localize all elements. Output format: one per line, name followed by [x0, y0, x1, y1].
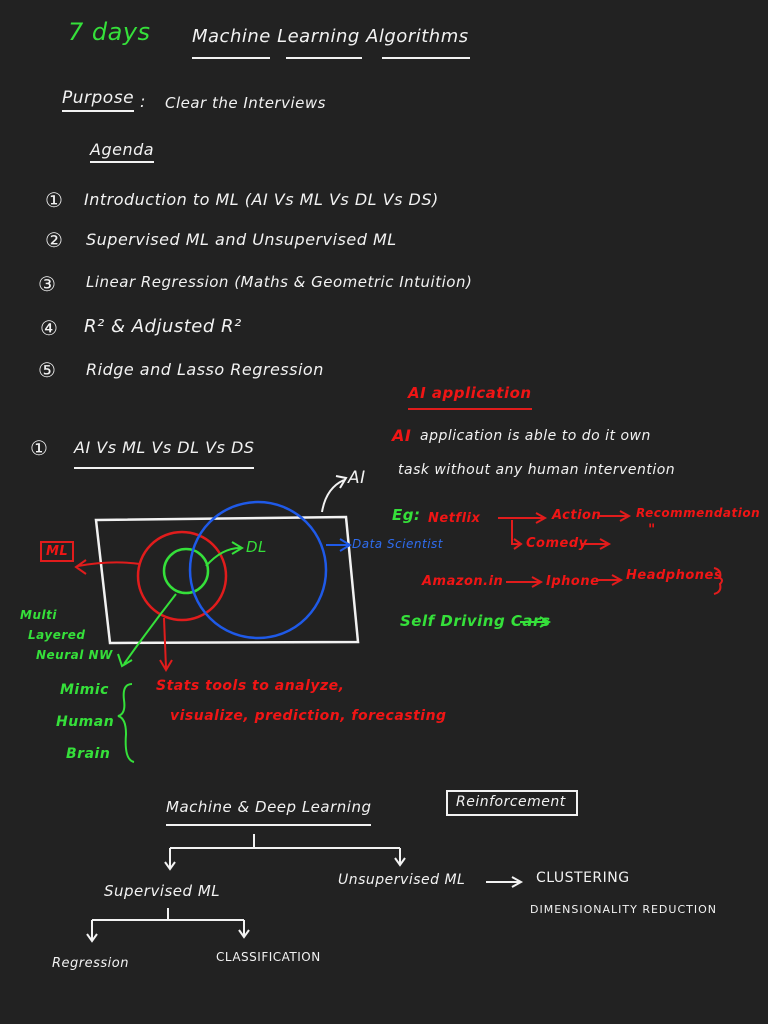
agenda-num-3: ③: [38, 272, 57, 296]
example-comedy: Comedy: [526, 536, 588, 551]
example-ditto: ": [648, 522, 656, 538]
ml-note-line1: Multi: [20, 608, 57, 622]
mimic-line2: Human: [56, 714, 115, 730]
purpose-label: Purpose: [62, 88, 134, 112]
agenda-item-4: R² & Adjusted R²: [84, 316, 242, 337]
agenda-item-5: Ridge and Lasso Regression: [86, 360, 324, 379]
ds-note-line2: visualize, prediction, forecasting: [170, 708, 447, 724]
tree-clustering: CLUSTERING: [536, 870, 630, 886]
tree-unsupervised: Unsupervised ML: [338, 872, 466, 888]
tree-regression: Regression: [52, 956, 129, 971]
example-headphones: Headphones: [626, 568, 723, 583]
mimic-line1: Mimic: [60, 682, 109, 698]
ml-note-line2: Layered: [28, 628, 86, 642]
mimic-line3: Brain: [66, 746, 111, 762]
ai-app-desc-line2: task without any human intervention: [398, 462, 676, 478]
section1-num: ①: [30, 436, 49, 460]
agenda-item-2: Supervised ML and Unsupervised ML: [86, 230, 397, 249]
agenda-item-3: Linear Regression (Maths & Geometric Intuition): [86, 273, 473, 291]
ai-app-desc-line1: application is able to do it own: [420, 428, 651, 444]
example-recommendation: Recommendation: [636, 506, 761, 520]
tree-supervised: Supervised ML: [104, 882, 221, 900]
dl-label: DL: [246, 538, 267, 556]
tree-root: Machine & Deep Learning: [166, 798, 371, 826]
ai-label: AI: [348, 468, 366, 488]
ds-label: Data Scientist: [352, 537, 443, 551]
example-netflix: Netflix: [428, 511, 481, 526]
example-iphone: Iphone: [546, 574, 600, 589]
purpose-colon: :: [140, 92, 146, 111]
purpose-text: Clear the Interviews: [165, 94, 326, 112]
title-days: 7 days: [68, 18, 151, 46]
agenda-item-1: Introduction to ML (AI Vs ML Vs DL Vs DS): [84, 190, 439, 209]
ai-app-desc-prefix: AI: [392, 426, 412, 445]
ai-app-heading: AI application: [408, 384, 532, 410]
agenda-num-2: ②: [45, 228, 64, 252]
ds-note-line1: Stats tools to analyze,: [156, 678, 345, 694]
ml-label: ML: [40, 541, 74, 562]
title-main: Machine Learning Algorithms: [192, 26, 469, 47]
example-action: Action: [552, 508, 602, 523]
section1-heading: AI Vs ML Vs DL Vs DS: [74, 438, 254, 469]
tree-reinforcement: Reinforcement: [446, 790, 578, 816]
example-amazon: Amazon.in: [422, 574, 504, 589]
tree-dimensionality-reduction: DIMENSIONALITY REDUCTION: [530, 903, 717, 916]
tree-classification: CLASSIFICATION: [216, 950, 321, 964]
agenda-num-4: ④: [40, 316, 59, 340]
agenda-num-5: ⑤: [38, 358, 57, 382]
eg-label: Eg:: [392, 506, 421, 524]
agenda-heading: Agenda: [90, 140, 154, 163]
ml-note-line3: Neural NW: [36, 648, 113, 662]
agenda-num-1: ①: [45, 188, 64, 212]
example-self-driving: Self Driving Cars: [400, 612, 551, 630]
